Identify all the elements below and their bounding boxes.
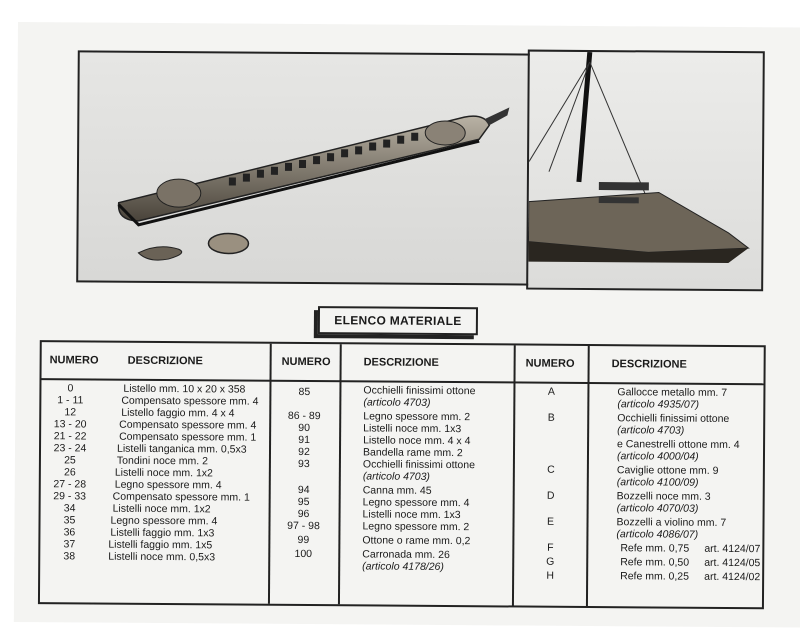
item-letter: F: [547, 541, 554, 554]
item-number: 96: [297, 507, 310, 521]
item-number: 23 - 24: [53, 442, 87, 455]
ship-model-image: [528, 52, 763, 290]
article-reference: (articolo 4100/09): [616, 476, 699, 489]
item-description: Compensato spessore mm. 1: [112, 490, 250, 504]
item-description: Legno spessore mm. 2: [362, 520, 470, 534]
hull-photo: [76, 50, 537, 285]
item-description: Ottone o rame mm. 0,2: [362, 534, 471, 548]
item-description: Legno spessore mm. 2: [363, 410, 471, 424]
item-number: 1 - 11: [57, 394, 84, 407]
article-reference: (articolo 4935/07): [617, 398, 700, 411]
item-description: Occhielli finissimi ottone: [362, 458, 476, 472]
instruction-sheet: [14, 22, 800, 628]
item-description: Compensato spessore mm. 4: [119, 418, 257, 432]
item-letter: G: [546, 555, 555, 568]
item-description: Bozzelli noce mm. 3: [616, 490, 711, 503]
item-number: 12: [64, 406, 77, 419]
item-description: Occhielli finissimi ottone: [617, 412, 730, 425]
item-description: Listelli noce mm. 1x3: [363, 422, 462, 436]
item-description: Legno spessore mm. 4: [114, 478, 222, 492]
item-number: 13 - 20: [53, 418, 87, 431]
item-number: 100: [294, 547, 313, 561]
column-divider: [268, 344, 272, 604]
item-description: Listelli tanganica mm. 0,5x3: [116, 442, 247, 456]
header-descrizione-3: DESCRIZIONE: [611, 358, 687, 371]
item-number: 37: [63, 538, 76, 551]
item-letter: E: [546, 515, 555, 528]
item-description: Compensato spessore mm. 4: [121, 394, 259, 408]
item-description: Listello faggio mm. 4 x 4: [121, 406, 235, 420]
item-number: 95: [297, 495, 310, 509]
item-description: Bandella rame mm. 2: [362, 446, 463, 460]
item-number: 38: [63, 550, 76, 563]
item-letter: H: [546, 569, 554, 582]
item-description: Occhielli finissimi ottone: [363, 384, 476, 398]
header-numero-3: NUMERO: [525, 357, 575, 370]
header-numero-2: NUMERO: [281, 355, 331, 369]
item-description: Listelli noce mm. 0,5x3: [108, 550, 216, 564]
item-description: Canna mm. 45: [362, 484, 432, 497]
item-number: 34: [63, 502, 76, 515]
item-description: Refe mm. 0,75: [620, 542, 690, 555]
item-letter: A: [547, 385, 555, 398]
item-number: 85: [298, 385, 311, 399]
item-number: 36: [63, 526, 76, 539]
item-description: Listelli faggio mm. 1x5: [108, 538, 213, 552]
item-number: 97 - 98: [287, 519, 320, 533]
section-title: ELENCO MATERIALE: [318, 306, 478, 335]
item-description: Carronada mm. 26: [362, 548, 450, 562]
item-number: 94: [297, 483, 310, 497]
article-reference: art. 4124/02: [704, 570, 761, 584]
header-numero-1: NUMERO: [49, 354, 99, 367]
materials-table: [38, 340, 766, 609]
item-number: 99: [297, 533, 310, 547]
ship-photo: [526, 50, 765, 292]
article-reference: (articolo 4070/03): [616, 502, 699, 515]
item-description: Listello mm. 10 x 20 x 358: [123, 382, 246, 396]
item-description: Bozzelli a violino mm. 7: [616, 516, 727, 529]
item-number: 93: [298, 457, 310, 471]
article-reference: (articolo 4703): [362, 470, 431, 483]
item-description: Compensato spessore mm. 1: [119, 430, 257, 444]
article-reference: (articolo 4703): [363, 396, 431, 409]
item-number: 27 - 28: [53, 478, 87, 491]
item-number: 90: [298, 421, 311, 435]
item-description: Listelli noce mm. 1x2: [112, 502, 211, 516]
item-number: 0: [67, 382, 74, 395]
column-divider: [338, 344, 342, 604]
article-reference: art. 4124/07: [704, 542, 761, 556]
item-description: Legno spessore mm. 4: [362, 496, 470, 510]
item-letter: C: [547, 463, 555, 476]
item-number: 86 - 89: [287, 409, 321, 423]
header-descrizione-1: DESCRIZIONE: [127, 354, 203, 368]
item-description: Refe mm. 0,25: [620, 570, 690, 583]
item-number: 91: [298, 433, 310, 447]
item-description: Tondini noce mm. 2: [116, 454, 209, 468]
item-description: Listello noce mm. 4 x 4: [363, 434, 471, 448]
item-number: 26: [63, 466, 76, 479]
item-description: Caviglie ottone mm. 9: [616, 464, 719, 477]
item-description: Gallocce metallo mm. 7: [617, 386, 728, 399]
item-description: e Canestrelli ottone mm. 4: [617, 438, 740, 452]
item-number: 25: [64, 454, 76, 467]
item-number: 92: [298, 445, 310, 459]
item-description: Listelli noce mm. 1x2: [114, 466, 213, 480]
article-reference: (articolo 4000/04): [616, 450, 699, 463]
item-number: 35: [63, 514, 76, 527]
article-reference: art. 4124/05: [704, 556, 761, 570]
item-description: Listelli noce mm. 1x3: [362, 508, 461, 522]
hull-model-image: [78, 52, 535, 283]
article-reference: (articolo 4178/26): [362, 560, 444, 573]
item-description: Listelli faggio mm. 1x3: [110, 526, 215, 540]
item-letter: D: [546, 489, 555, 502]
item-number: 21 - 22: [53, 430, 87, 443]
header-descrizione-2: DESCRIZIONE: [363, 356, 439, 369]
article-reference: (articolo 4086/07): [616, 528, 699, 541]
item-letter: B: [547, 411, 555, 424]
item-number: 29 - 33: [53, 490, 87, 503]
item-description: Legno spessore mm. 4: [110, 514, 218, 528]
item-description: Refe mm. 0,50: [620, 556, 690, 569]
article-reference: (articolo 4703): [617, 424, 685, 437]
